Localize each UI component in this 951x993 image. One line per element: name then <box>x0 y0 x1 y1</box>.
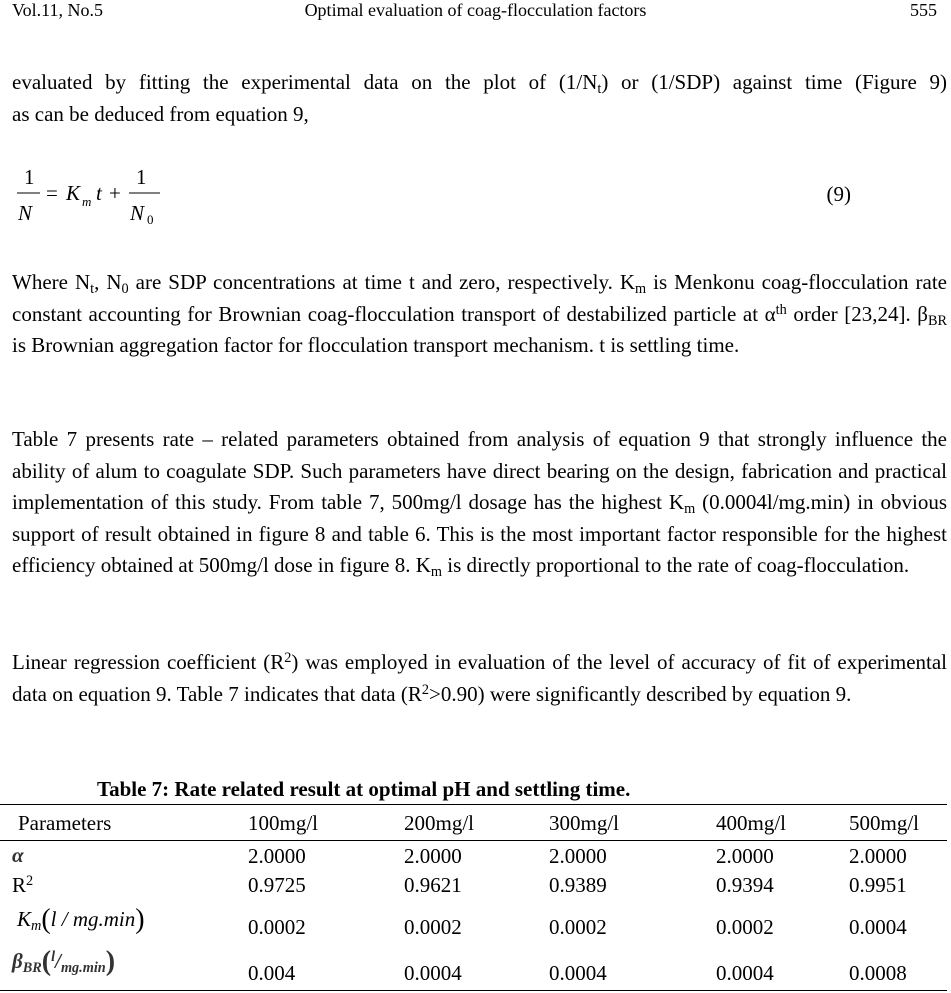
table-cell: 0.004 <box>248 961 296 985</box>
table-cell: 2.0000 <box>549 844 607 868</box>
running-title: Optimal evaluation of coag-flocculation factors <box>304 0 647 20</box>
header-300mgl: 300mg/l <box>549 811 620 835</box>
eq-lhs-denominator: N <box>18 201 33 225</box>
eq-rhs-sub: 0 <box>147 212 154 227</box>
table-top-rule <box>0 804 947 805</box>
table-cell: 0.0008 <box>849 961 907 985</box>
table-bottom-rule <box>0 990 947 991</box>
table-cell: 0.0002 <box>716 915 774 939</box>
header-100mgl: 100mg/l <box>248 811 319 835</box>
param-r-squared: $R^2$ <box>12 872 34 897</box>
table-cell: 0.9621 <box>404 873 462 897</box>
table-cell: 0.0004 <box>549 961 607 985</box>
table-cell: 0.9725 <box>248 873 306 897</box>
table-header-rule <box>0 840 947 841</box>
journal-volume: Vol.11, No.5 <box>12 0 104 20</box>
equation-number: (9) <box>826 182 851 206</box>
table-cell: 2.0000 <box>849 844 907 868</box>
param-alpha: α <box>12 843 24 867</box>
param-km: $K_m(l / mg.\min)$ <box>17 904 145 935</box>
table-caption: Table 7: Rate related result at optimal pH and settling time. <box>97 777 631 801</box>
paragraph-intro-line2: as can be deduced from equation 9, <box>12 101 309 126</box>
param-beta-br: $\beta_{BR}(^l/_{mg.min})$ <box>12 946 116 977</box>
paragraph-table-discussion: Table 7 presents rate – related parameters obtained from analysis of equation 9 that strongly influence the ability of alum to coagulate SDP. Such parameters have direct bearing on the design, fabrication and practical implementation of this study. From table 7, 500mg/l dosage has the highest $K_m$ (0.0004l/mg.min) in obvious support of result obtained in figure 8 and table 6. This is the most important factor responsible for the highest efficiency obtained at 500mg/l dose in figure 8. $K_m$ is directly proportional to the rate of coag-flocculation. <box>12 427 948 580</box>
table-cell: 0.0004 <box>849 915 907 939</box>
header-parameters: Parameters <box>18 811 112 835</box>
table-cell: 0.9389 <box>549 873 607 897</box>
table-cell: 0.0004 <box>404 961 462 985</box>
eq-lhs-numerator: 1 <box>24 165 35 189</box>
paragraph-definitions: Where $N_t$, $N_0$ are SDP concentrations at time t and zero, respectively. $K_m$ is Menkonu coag-flocculation rate constant accounting for Brownian coag-flocculation transport of destabilized particle at $\alpha^{th}$ order [23,24]. $\beta_{BR}$ is Brownian aggregation factor for flocculation transport mechanism. t is settling time. <box>12 270 947 357</box>
header-500mgl: 500mg/l <box>849 811 920 835</box>
eq-equals: = <box>46 181 58 205</box>
header-400mgl: 400mg/l <box>716 811 787 835</box>
table-cell: 2.0000 <box>404 844 462 868</box>
eq-rhs-denominator: N <box>130 201 145 225</box>
header-200mgl: 200mg/l <box>404 811 475 835</box>
equation-graphic <box>12 162 212 234</box>
eq-coefficient-sub: m <box>82 194 92 209</box>
eq-variable: t <box>96 181 102 205</box>
table-cell: 0.9951 <box>849 873 907 897</box>
table-cell: 2.0000 <box>248 844 306 868</box>
table-cell: 2.0000 <box>716 844 774 868</box>
equation-9 <box>12 162 947 234</box>
paragraph-intro <box>12 67 947 130</box>
table-cell: 0.0002 <box>549 915 607 939</box>
table-cell: 0.9394 <box>716 873 774 897</box>
page-number: 555 <box>910 0 937 20</box>
eq-coefficient: K <box>66 181 81 205</box>
table-cell: 0.0004 <box>716 961 774 985</box>
table-cell: 0.0002 <box>404 915 462 939</box>
table-cell: 0.0002 <box>248 915 306 939</box>
paragraph-intro-line1: evaluated by fitting the experimental data on the plot of $(1/N_t)$ or (1/SDP) against time (Figure 9) <box>12 70 948 97</box>
eq-rhs-numerator: 1 <box>136 165 147 189</box>
eq-plus: + <box>109 181 121 205</box>
paragraph-regression: Linear regression coefficient $(R^2)$ was employed in evaluation of the level of accuracy of fit of experimental data on equation 9. Table 7 indicates that data $(R^2>0.90)$ were significantly described by equation 9. <box>12 649 948 706</box>
